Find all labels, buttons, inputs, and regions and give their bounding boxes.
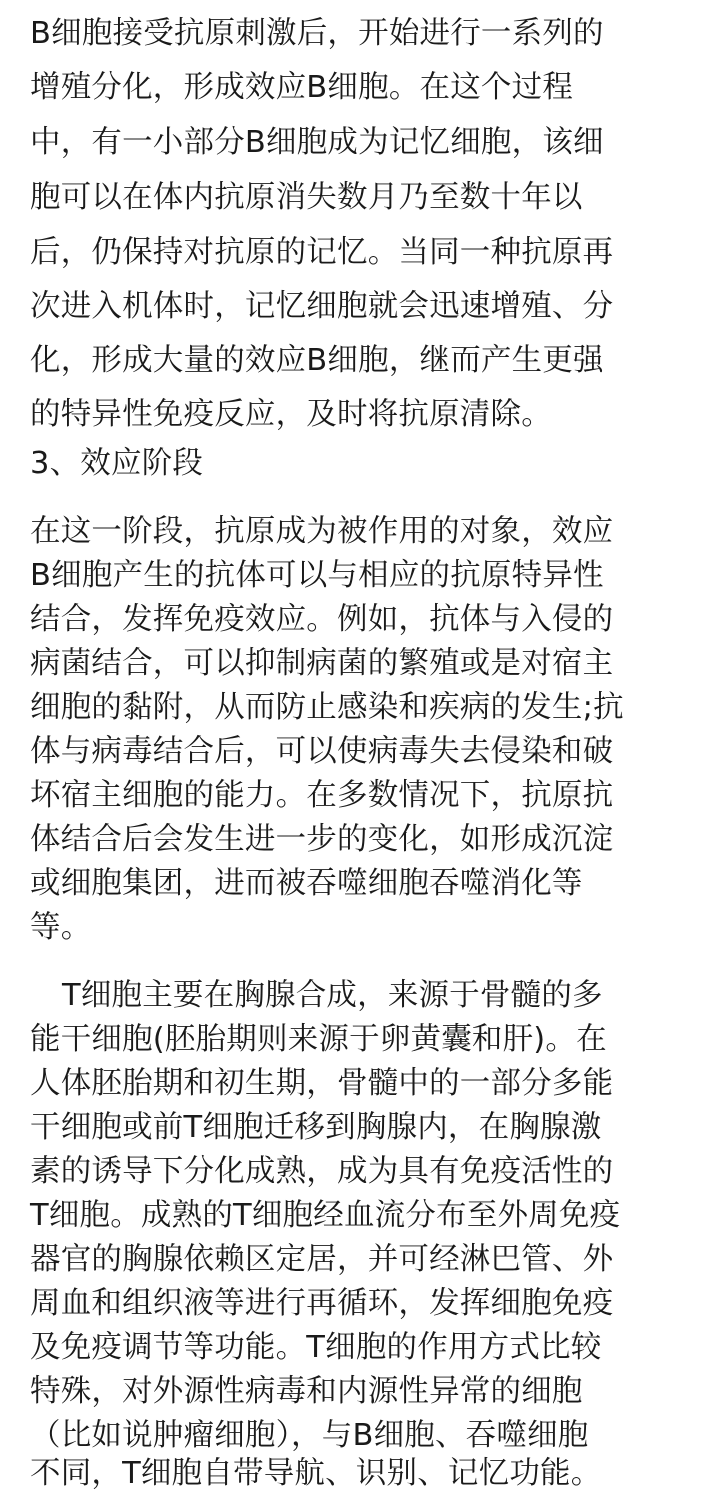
paragraph2-line-6: 体与病毒结合后，可以使病毒失去侵染和破 bbox=[30, 734, 614, 769]
paragraph3-line-11: （比如说肿瘤细胞），与B细胞、吞噬细胞 bbox=[30, 1418, 589, 1453]
paragraph2-line-8: 体结合后会发生进一步的变化，如形成沉淀 bbox=[30, 822, 614, 857]
paragraph3-line-10: 特殊，对外源性病毒和内源性异常的细胞 bbox=[30, 1374, 583, 1409]
paragraph2-line-2: B细胞产生的抗体可以与相应的抗原特异性 bbox=[30, 558, 604, 593]
paragraph3-line-9: 及免疫调节等功能。T细胞的作用方式比较 bbox=[30, 1330, 602, 1365]
paragraph1-line-2: 增殖分化，形成效应B细胞。在这个过程 bbox=[30, 70, 574, 105]
paragraph3-line-6: T细胞。成熟的T细胞经血流分布至外周免疫 bbox=[30, 1198, 621, 1233]
paragraph2-line-3: 结合，发挥免疫效应。例如，抗体与入侵的 bbox=[30, 602, 614, 637]
paragraph1-line-7: 化，形成大量的效应B细胞，继而产生更强 bbox=[30, 343, 604, 378]
paragraph3-line-5: 素的诱导下分化成熟，成为具有免疫活性的 bbox=[30, 1154, 614, 1189]
paragraph3-line-3: 人体胚胎期和初生期，骨髓中的一部分多能 bbox=[30, 1066, 614, 1101]
paragraph2-line-5: 细胞的黏附，从而防止感染和疾病的发生;抗 bbox=[30, 690, 624, 725]
paragraph3-line-12: 不同，T细胞自带导航、识别、记忆功能。 bbox=[30, 1456, 602, 1491]
paragraph2-line-10: 等。 bbox=[30, 910, 92, 945]
paragraph1-line-5: 后，仍保持对抗原的记忆。当同一种抗原再 bbox=[30, 235, 614, 270]
paragraph3-line-8: 周血和组织液等进行再循环，发挥细胞免疫 bbox=[30, 1286, 614, 1321]
paragraph1-line-6: 次进入机体时，记忆细胞就会迅速增殖、分 bbox=[30, 289, 614, 324]
paragraph1-line-4: 胞可以在体内抗原消失数月乃至数十年以 bbox=[30, 180, 583, 215]
paragraph1-line-8: 的特异性免疫反应，及时将抗原清除。 bbox=[30, 397, 552, 432]
paragraph2-line-9: 或细胞集团，进而被吞噬细胞吞噬消化等 bbox=[30, 866, 583, 901]
paragraph2-line-1: 在这一阶段，抗原成为被作用的对象，效应 bbox=[30, 514, 614, 549]
paragraph3-line-4: 干细胞或前T细胞迁移到胸腺内，在胸腺激 bbox=[30, 1110, 602, 1145]
paragraph2-line-4: 病菌结合，可以抑制病菌的繁殖或是对宿主 bbox=[30, 646, 614, 681]
paragraph2-line-7: 坏宿主细胞的能力。在多数情况下，抗原抗 bbox=[30, 778, 614, 813]
paragraph1-line-1: B细胞接受抗原刺激后，开始进行一系列的 bbox=[30, 16, 604, 51]
paragraph3-line-7: 器官的胸腺依赖区定居，并可经淋巴管、外 bbox=[30, 1242, 614, 1277]
paragraph3-line-1: T细胞主要在胸腺合成，来源于骨髓的多 bbox=[62, 978, 603, 1013]
section-heading: 3、效应阶段 bbox=[30, 446, 204, 481]
paragraph3-line-2: 能干细胞(胚胎期则来源于卵黄囊和肝)。在 bbox=[30, 1022, 607, 1057]
paragraph1-line-3: 中，有一小部分B细胞成为记忆细胞，该细 bbox=[30, 125, 604, 160]
